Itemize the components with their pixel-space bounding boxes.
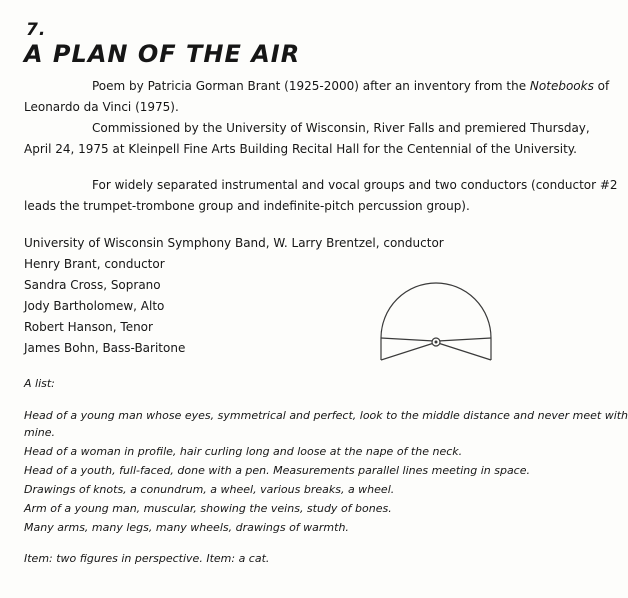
list-item: mine. [24,426,56,439]
list-item: Head of a youth, full-faced, done with a pen. Measurements parallel lines meeting in space. [24,464,530,477]
performer-line: Robert Hanson, Tenor [24,320,153,334]
scoring-line2: leads the trumpet-trombone group and indefinite-pitch percussion group). [24,199,470,213]
poem-credit-line1 [92,76,609,97]
right-lower-ray [438,343,491,360]
list-footer: Item: two figures in perspective. Item: a cat. [24,552,270,565]
commission-line2: April 24, 1975 at Kleinpell Fine Arts Building Recital Hall for the Centennial of the University. [24,142,577,156]
list-item: Arm of a young man, muscular, showing the veins, study of bones. [24,502,392,515]
semicircle-stage-diagram-icon [378,282,494,362]
performer-line: University of Wisconsin Symphony Band, W. Larry Brentzel, conductor [24,236,444,250]
poem-credit-text: Poem by Patricia Gorman Brant (1925-2000) after an inventory from the [92,79,527,93]
performer-line: Henry Brant, conductor [24,257,165,271]
left-upper-ray [381,338,434,341]
center-point-inner [435,341,438,344]
performer-line: James Bohn, Bass-Baritone [24,341,186,355]
performer-line: Jody Bartholomew, Alto [24,299,165,313]
poem-credit-line2: Leonardo da Vinci (1975). [24,100,179,114]
left-lower-ray [381,343,434,360]
performer-line: Sandra Cross, Soprano [24,278,161,292]
semicircle-arc [381,283,491,338]
scoring-line1: For widely separated instrumental and vocal groups and two conductors (conductor #2 [92,178,618,192]
track-number: 7. [26,20,47,40]
list-item: Head of a young man whose eyes, symmetrical and perfect, look to the middle distance and never meet with [24,409,628,422]
list-heading: A list: [24,377,55,390]
list-item: Head of a woman in profile, hair curling long and loose at the nape of the neck. [24,445,463,458]
list-item: Many arms, many legs, many wheels, drawings of warmth. [24,521,349,534]
piece-title: A PLAN OF THE AIR [24,40,301,68]
right-upper-ray [438,338,491,341]
list-item: Drawings of knots, a conundrum, a wheel, various breaks, a wheel. [24,483,395,496]
commission-line1: Commissioned by the University of Wisconsin, River Falls and premiered Thursday, [92,121,590,135]
poem-credit-of: of [597,79,610,93]
notebooks-italic: Notebooks [529,79,594,93]
